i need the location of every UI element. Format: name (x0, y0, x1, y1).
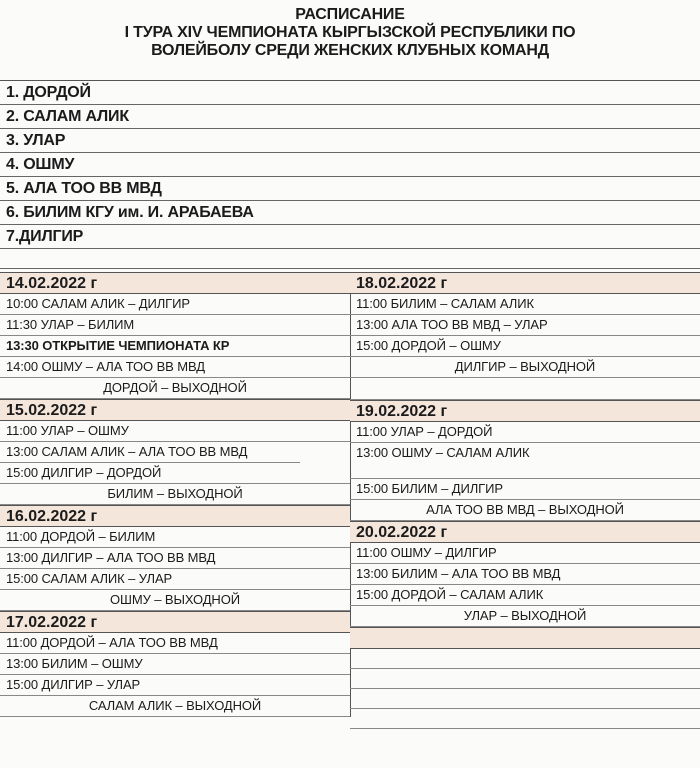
match-row: 11:00 УЛАР – ОШМУ (0, 421, 350, 442)
date-header: 18.02.2022 г (350, 272, 700, 294)
day-off-row: БИЛИМ – ВЫХОДНОЙ (0, 484, 350, 505)
document-subtitle-line-1: I ТУРА XIV ЧЕМПИОНАТА КЫРГЫЗСКОЙ РЕСПУБЛИКИ ПО (124, 24, 576, 41)
match-row: 15:00 ДОРДОЙ – САЛАМ АЛИК (350, 585, 700, 606)
date-header: 14.02.2022 г (0, 272, 350, 294)
match-row: 11:30 УЛАР – БИЛИМ (0, 315, 350, 336)
match-row: 13:00 БИЛИМ – АЛА ТОО ВВ МВД (350, 564, 700, 585)
match-row: 11:00 ДОРДОЙ – БИЛИМ (0, 527, 350, 548)
match-row: 11:00 БИЛИМ – САЛАМ АЛИК (350, 294, 700, 315)
document-subtitle-line-2: ВОЛЕЙБОЛУ СРЕДИ ЖЕНСКИХ КЛУБНЫХ КОМАНД (151, 42, 549, 59)
team-item: 7.ДИЛГИР (0, 225, 700, 249)
team-list (0, 81, 700, 269)
date-header: 20.02.2022 г (350, 521, 700, 543)
team-item: 2. САЛАМ АЛИК (0, 105, 700, 129)
document-header (0, 0, 700, 81)
day-off-row: ОШМУ – ВЫХОДНОЙ (0, 590, 350, 611)
empty-row (350, 649, 700, 669)
empty-row (350, 378, 700, 400)
schedule-column-right (350, 272, 700, 729)
match-row: 11:00 УЛАР – ДОРДОЙ (350, 422, 700, 443)
day-off-row: ДОРДОЙ – ВЫХОДНОЙ (0, 378, 350, 399)
match-row: 13:00 АЛА ТОО ВВ МВД – УЛАР (350, 315, 700, 336)
match-row: 14:00 ОШМУ – АЛА ТОО ВВ МВД (0, 357, 350, 378)
team-item: 6. БИЛИМ КГУ им. И. АРАБАЕВА (0, 201, 700, 225)
match-row: 15:00 САЛАМ АЛИК – УЛАР (0, 569, 350, 590)
team-item: 3. УЛАР (0, 129, 700, 153)
match-row: 13:00 ОШМУ – САЛАМ АЛИК (350, 443, 700, 479)
team-item: 1. ДОРДОЙ (0, 81, 700, 105)
match-row: 11:00 ДОРДОЙ – АЛА ТОО ВВ МВД (0, 633, 350, 654)
day-off-row: АЛА ТОО ВВ МВД – ВЫХОДНОЙ (350, 500, 700, 521)
empty-row (350, 689, 700, 709)
date-header: 19.02.2022 г (350, 400, 700, 422)
match-row: 11:00 ОШМУ – ДИЛГИР (350, 543, 700, 564)
match-row: 13:00 БИЛИМ – ОШМУ (0, 654, 350, 675)
day-off-row: ДИЛГИР – ВЫХОДНОЙ (350, 357, 700, 378)
team-item: 4. ОШМУ (0, 153, 700, 177)
empty-date-header (350, 627, 700, 649)
match-row: 15:00 ДИЛГИР – ДОРДОЙ (0, 463, 350, 484)
date-header: 15.02.2022 г (0, 399, 350, 421)
empty-row (350, 669, 700, 689)
date-header: 16.02.2022 г (0, 505, 350, 527)
empty-row (0, 249, 700, 269)
match-row: 15:00 ДОРДОЙ – ОШМУ (350, 336, 700, 357)
opening-ceremony-row: 13:30 ОТКРЫТИЕ ЧЕМПИОНАТА КР (0, 336, 350, 357)
match-row: 13:00 САЛАМ АЛИК – АЛА ТОО ВВ МВД (0, 442, 300, 463)
match-row: 10:00 САЛАМ АЛИК – ДИЛГИР (0, 294, 350, 315)
date-header: 17.02.2022 г (0, 611, 350, 633)
match-row: 15:00 ДИЛГИР – УЛАР (0, 675, 350, 696)
document-title: РАСПИСАНИЕ (295, 6, 405, 23)
match-row: 15:00 БИЛИМ – ДИЛГИР (350, 479, 700, 500)
day-off-row: УЛАР – ВЫХОДНОЙ (350, 606, 700, 627)
day-off-row: САЛАМ АЛИК – ВЫХОДНОЙ (0, 696, 350, 717)
team-item: 5. АЛА ТОО ВВ МВД (0, 177, 700, 201)
match-row: 13:00 ДИЛГИР – АЛА ТОО ВВ МВД (0, 548, 350, 569)
schedule-column-left (0, 272, 351, 717)
empty-row (350, 709, 700, 729)
